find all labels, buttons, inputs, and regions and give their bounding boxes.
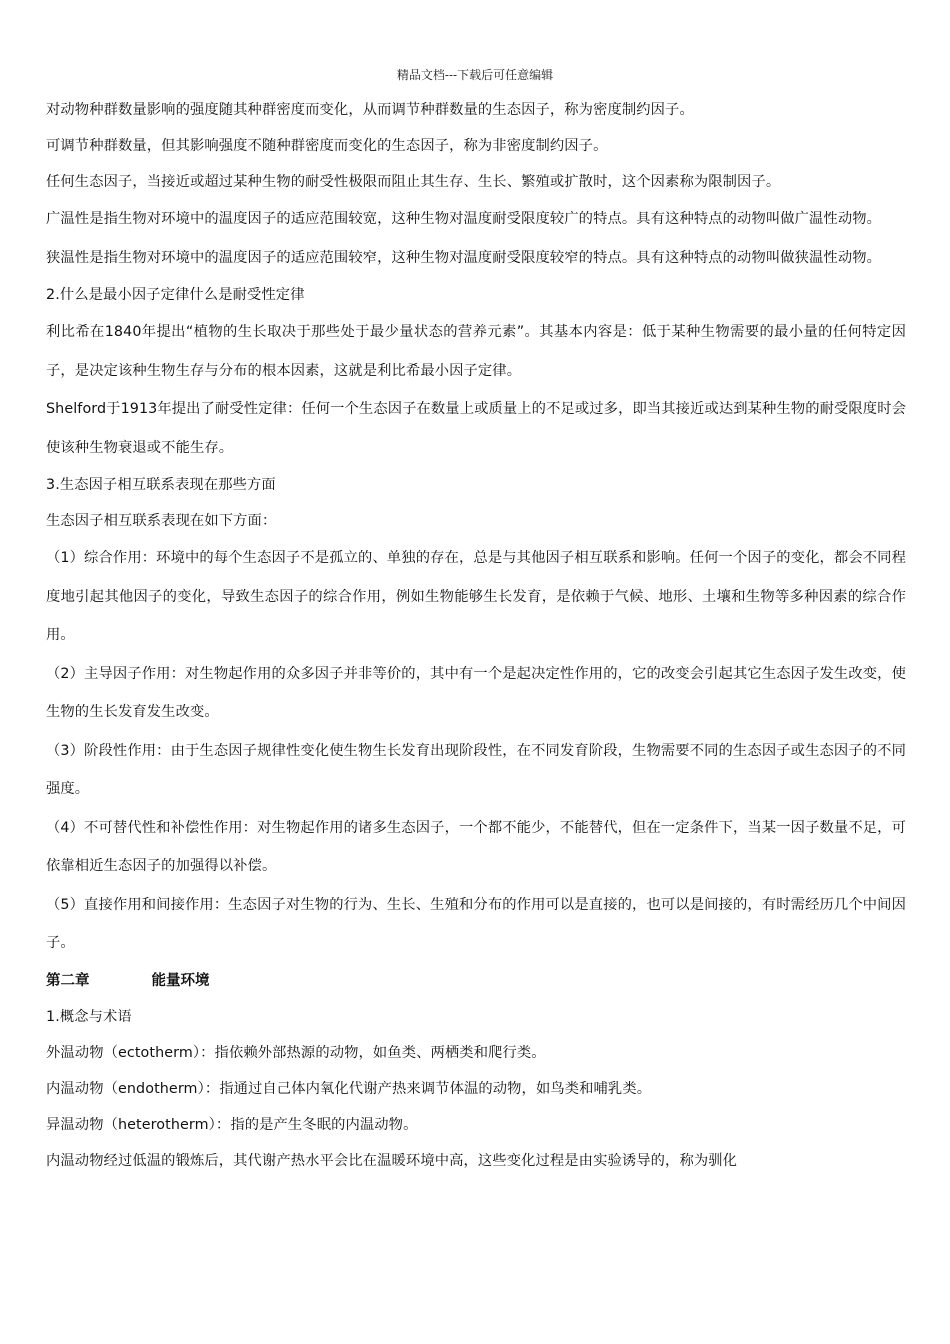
list-item-combined-effect: （1）综合作用：环境中的每个生态因子不是孤立的、单独的存在，总是与其他因子相互联系和影响。任何一个因子的变化，都会不同程度地引起其他因子的变化，导致生态因子的综合作用，例如生物能够生长发育，是依赖于气候、地形、土壤和生物等多种因素的综合作用。 [46, 550, 906, 643]
term-heterotherm: 异温动物（heterotherm）：指的是产生冬眠的内温动物。 [46, 1116, 418, 1133]
paragraph-acclimation: 内温动物经过低温的锻炼后，其代谢产热水平会比在温暖环境中高，这些变化过程是由实验诱导的，称为驯化 [46, 1152, 738, 1169]
chapter-heading [46, 963, 906, 999]
list-item-dominant-factor: （2）主导因子作用：对生物起作用的众多因子并非等价的，其中有一个是起决定性作用的，它的改变会引起其它生态因子发生改变，使生物的生长发育发生改变。 [46, 665, 906, 720]
paragraph-eurythermal: 广温性是指生物对环境中的温度因子的适应范围较宽，这种生物对温度耐受限度较广的特点。具有这种特点的动物叫做广温性动物。 [46, 211, 882, 227]
section-heading-concepts: 1.概念与术语 [46, 1008, 132, 1025]
list-item-irreplaceable: （4）不可替代性和补偿性作用：对生物起作用的诸多生态因子，一个都不能少，不能替代，但在一定条件下，当某一因子数量不足，可依靠相近生态因子的加强得以补偿。 [46, 819, 906, 874]
page-header: 精品文档---下载后可任意编辑 [396, 68, 554, 82]
paragraph-shelford-law: Shelford于1913年提出了耐受性定律：任何一个生态因子在数量上或质量上的不足或过多，即当其接近或达到某种生物的耐受限度时会使该种生物衰退或不能生存。 [46, 401, 906, 456]
paragraph-density-dependent: 对动物种群数量影响的强度随其种群密度而变化，从而调节种群数量的生态因子，称为密度制约因子。 [46, 102, 694, 118]
list-item-stage-effect: （3）阶段性作用：由于生态因子规律性变化使生物生长发育出现阶段性，在不同发育阶段，生物需要不同的生态因子或生态因子的不同强度。 [46, 742, 906, 797]
question-heading-2: 2.什么是最小因子定律什么是耐受性定律 [46, 287, 305, 303]
term-ectotherm: 外温动物（ectotherm）：指依赖外部热源的动物，如鱼类、两栖类和爬行类。 [46, 1044, 546, 1061]
chapter-title: 能量环境 [151, 972, 210, 989]
question-heading-3: 3.生态因子相互联系表现在那些方面 [46, 477, 276, 493]
paragraph-density-independent: 可调节种群数量，但其影响强度不随种群密度而变化的生态因子，称为非密度制约因子。 [46, 138, 608, 154]
term-endotherm: 内温动物（endotherm）：指通过自己体内氧化代谢产热来调节体温的动物，如鸟类和哺乳类。 [46, 1080, 652, 1097]
paragraph-limiting-factor: 任何生态因子，当接近或超过某种生物的耐受性极限而阻止其生存、生长、繁殖或扩散时，这个因素称为限制因子。 [46, 174, 781, 190]
paragraph-liebig-law: 利比希在1840年提出“植物的生长取决于那些处于最少量状态的营养元素”。其基本内容是：低于某种生物需要的最小量的任何特定因子，是决定该种生物生存与分布的根本因素，这就是利比希最小因子定律。 [46, 324, 906, 379]
document-body [46, 92, 906, 1179]
paragraph-stenothermal: 狭温性是指生物对环境中的温度因子的适应范围较窄，这种生物对温度耐受限度较窄的特点。具有这种特点的动物叫做狭温性动物。 [46, 249, 882, 266]
paragraph-intro-interaction: 生态因子相互联系表现在如下方面： [46, 513, 277, 529]
chapter-number: 第二章 [46, 972, 90, 989]
list-item-direct-indirect: （5）直接作用和间接作用：生态因子对生物的行为、生长、生殖和分布的作用可以是直接的，也可以是间接的，有时需经历几个中间因子。 [46, 896, 906, 951]
